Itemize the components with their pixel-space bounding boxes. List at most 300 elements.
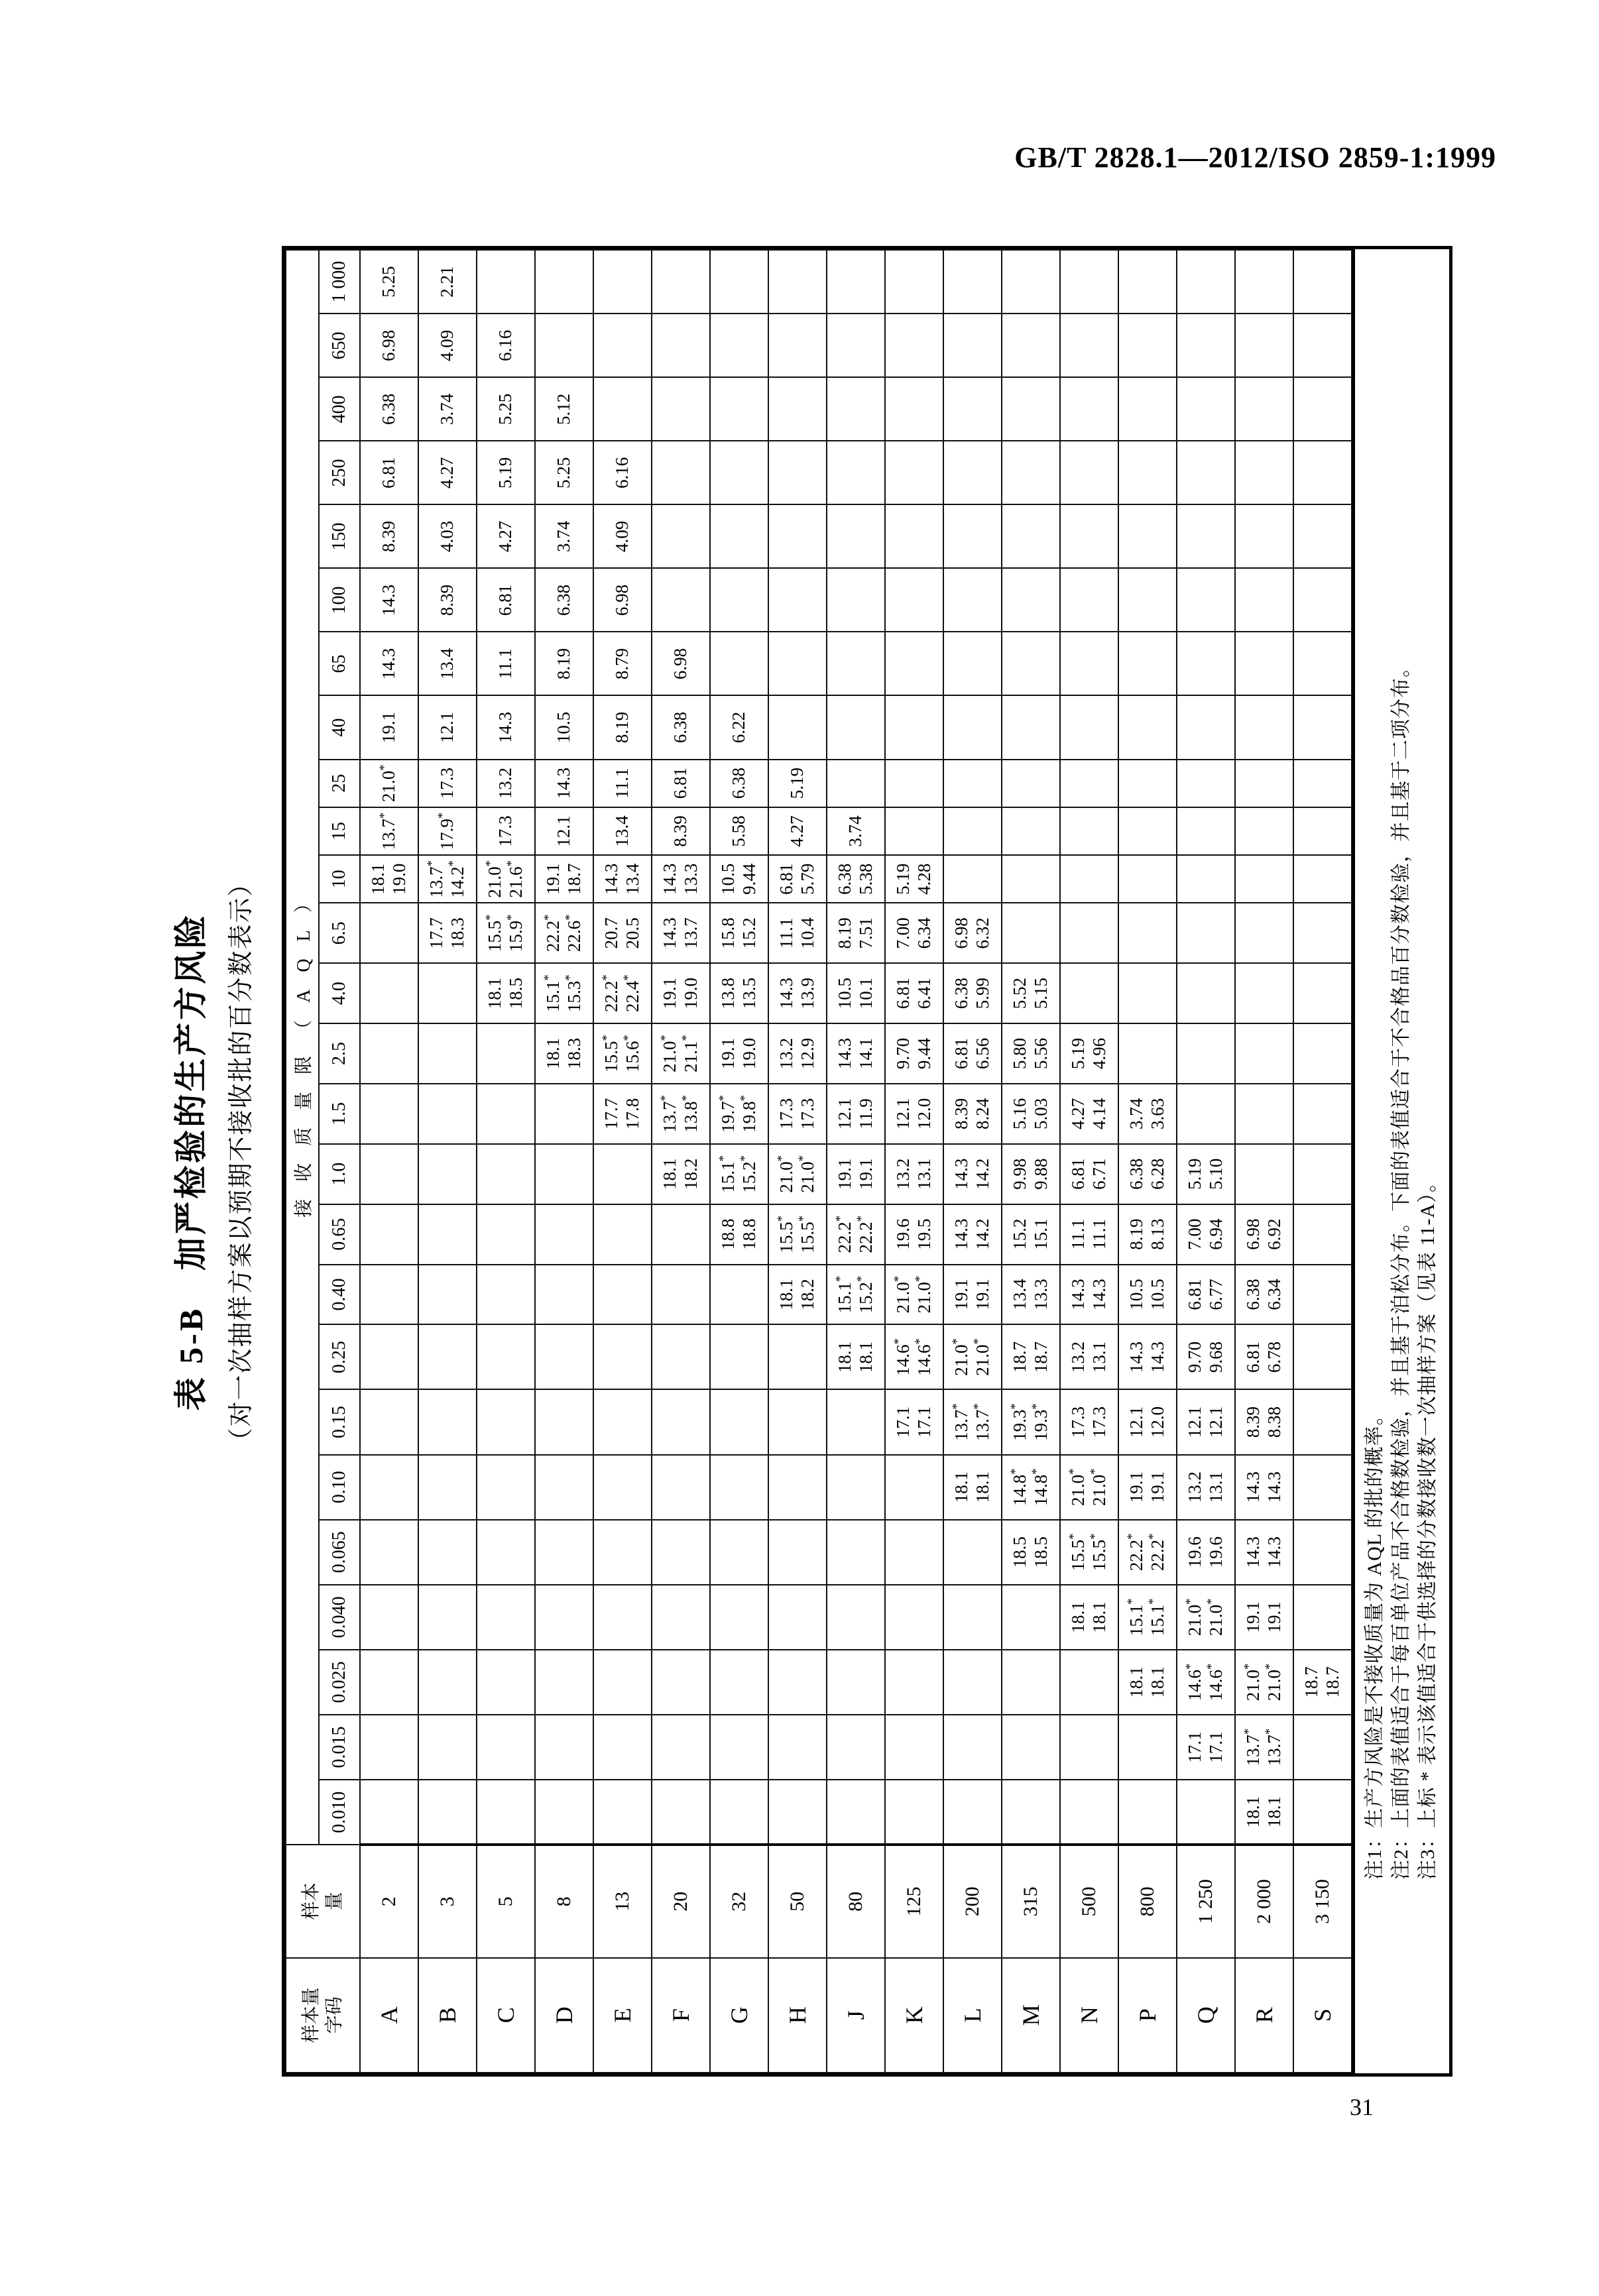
risk-cell — [1002, 632, 1060, 695]
note-3: 注3：上标 * 表示该值适合于供选择的分数接收数一次抽样方案（见表 11-A）。 — [1417, 1171, 1439, 1880]
risk-cell — [1293, 760, 1352, 807]
fractional-plan-asterisk: * — [1263, 1663, 1277, 1670]
risk-cell — [652, 1023, 710, 1084]
risk-value: 6.38 — [379, 393, 399, 425]
risk-cell — [1060, 1389, 1118, 1454]
risk-cell — [593, 632, 652, 695]
risk-cell — [710, 1520, 768, 1585]
risk-cell — [1060, 760, 1118, 807]
risk-cell — [1177, 504, 1235, 568]
risk-value: 13.2 — [1068, 1341, 1089, 1373]
risk-table — [285, 249, 1352, 2073]
risk-cell — [885, 807, 943, 855]
risk-cell — [1060, 1204, 1118, 1265]
risk-value: 22.2* — [833, 1215, 855, 1253]
risk-value: 6.98 — [1243, 1218, 1264, 1250]
aql-column-header: 15 — [319, 807, 360, 855]
risk-cell — [477, 1389, 535, 1454]
risk-cell — [943, 963, 1002, 1023]
risk-cell — [943, 1780, 1002, 1845]
risk-value: 13.4 — [437, 648, 457, 680]
risk-cell — [1002, 855, 1060, 903]
risk-cell — [593, 1650, 652, 1715]
risk-value: 15.2* — [738, 1155, 759, 1193]
risk-cell — [885, 314, 943, 377]
risk-value: 12.1 — [554, 815, 574, 847]
risk-cell — [827, 377, 885, 441]
risk-cell — [1002, 1650, 1060, 1715]
risk-cell — [1293, 1389, 1352, 1454]
risk-value: 13.7* — [425, 860, 447, 898]
risk-cell — [1235, 1780, 1293, 1845]
risk-cell — [827, 1585, 885, 1650]
risk-cell — [535, 1023, 593, 1084]
risk-value: 13.7 — [681, 917, 701, 949]
risk-cell — [827, 250, 885, 314]
risk-value: 15.1* — [717, 1155, 739, 1193]
risk-value: 7.00 — [1185, 1218, 1205, 1250]
risk-cell — [1002, 1204, 1060, 1265]
risk-cell — [418, 696, 477, 760]
risk-value: 13.5 — [739, 978, 759, 1009]
risk-value: 8.39 — [670, 815, 691, 847]
risk-cell — [768, 632, 827, 695]
risk-value: 13.9 — [798, 978, 817, 1009]
aql-column-header: 40 — [319, 696, 360, 760]
risk-cell — [1060, 963, 1118, 1023]
risk-cell — [710, 1585, 768, 1650]
risk-cell — [1118, 1520, 1177, 1585]
risk-cell — [477, 568, 535, 632]
risk-cell — [1177, 903, 1235, 963]
risk-value: 21.0* — [1242, 1663, 1264, 1701]
risk-cell — [1235, 1324, 1293, 1389]
risk-cell — [535, 963, 593, 1023]
risk-cell — [1060, 1780, 1118, 1845]
risk-cell — [360, 1650, 418, 1715]
risk-cell — [360, 696, 418, 760]
risk-value: 14.3 — [1243, 1536, 1264, 1568]
risk-value: 5.19 — [1185, 1158, 1205, 1190]
risk-value: 17.3 — [495, 815, 516, 847]
risk-cell — [1002, 1389, 1060, 1454]
risk-cell — [1177, 1650, 1235, 1715]
risk-cell — [360, 1084, 418, 1144]
risk-cell — [1060, 314, 1118, 377]
risk-cell — [1002, 568, 1060, 632]
risk-value: 6.56 — [973, 1037, 992, 1070]
risk-value: 15.1* — [833, 1275, 855, 1314]
fractional-plan-asterisk: * — [542, 914, 556, 921]
risk-value: 19.1 — [973, 1279, 992, 1310]
risk-cell — [1293, 632, 1352, 695]
risk-value: 12.1 — [835, 1098, 855, 1130]
risk-cell — [535, 1520, 593, 1585]
sample-size-value: 3 — [418, 1845, 477, 1957]
risk-value: 14.3 — [1068, 1279, 1089, 1310]
risk-value: 13.1 — [1089, 1341, 1109, 1373]
fractional-plan-asterisk: * — [542, 974, 556, 981]
risk-cell — [1177, 1585, 1235, 1650]
risk-value: 6.38 — [554, 584, 574, 616]
fractional-plan-asterisk: * — [425, 860, 440, 867]
risk-cell — [418, 1324, 477, 1389]
risk-value: 13.1 — [1206, 1471, 1226, 1503]
risk-value: 13.4 — [612, 815, 632, 847]
risk-cell — [1002, 1455, 1060, 1520]
risk-value: 17.1 — [893, 1406, 914, 1438]
risk-value: 13.3 — [681, 863, 701, 895]
risk-cell — [1002, 696, 1060, 760]
risk-value: 6.81 — [951, 1037, 972, 1070]
risk-value: 12.9 — [798, 1037, 817, 1070]
aql-column-header: 6.5 — [319, 903, 360, 963]
risk-value: 13.2 — [893, 1158, 914, 1190]
risk-cell — [1293, 250, 1352, 314]
risk-cell — [1293, 807, 1352, 855]
risk-cell — [652, 903, 710, 963]
risk-cell — [943, 250, 1002, 314]
corner-header-sample-size-code: 样本量 字码 — [286, 1958, 360, 2073]
risk-value: 18.2 — [681, 1158, 701, 1190]
risk-cell — [827, 314, 885, 377]
risk-cell — [1235, 903, 1293, 963]
risk-cell — [1118, 855, 1177, 903]
aql-column-header: 1.0 — [319, 1144, 360, 1204]
risk-cell — [535, 568, 593, 632]
risk-value: 10.5 — [554, 711, 574, 744]
risk-cell — [1118, 1084, 1177, 1144]
risk-value: 6.34 — [914, 917, 934, 949]
fractional-plan-asterisk: * — [855, 1275, 868, 1283]
risk-cell — [885, 632, 943, 695]
risk-cell — [477, 1520, 535, 1585]
fractional-plan-asterisk: * — [1146, 1598, 1160, 1605]
fractional-plan-asterisk: * — [563, 914, 577, 921]
risk-value: 8.39 — [379, 520, 399, 553]
risk-value: 22.6* — [563, 914, 584, 952]
risk-value: 5.56 — [1031, 1037, 1051, 1070]
risk-cell — [943, 1520, 1002, 1585]
risk-value: 14.3 — [1243, 1471, 1264, 1503]
risk-cell — [1118, 760, 1177, 807]
risk-value: 6.81 — [495, 584, 516, 616]
risk-value: 15.9* — [504, 914, 526, 952]
fractional-plan-asterisk: * — [1125, 1533, 1140, 1540]
risk-cell — [535, 855, 593, 903]
risk-cell — [593, 377, 652, 441]
risk-cell — [1293, 696, 1352, 760]
risk-cell — [1002, 1265, 1060, 1325]
risk-cell — [477, 1715, 535, 1780]
risk-cell — [885, 250, 943, 314]
risk-cell — [1235, 314, 1293, 377]
risk-cell — [943, 1204, 1002, 1265]
risk-value: 19.0 — [681, 978, 701, 1009]
fractional-plan-asterisk: * — [1008, 1403, 1023, 1410]
risk-cell — [418, 568, 477, 632]
risk-cell — [943, 696, 1002, 760]
aql-column-header: 1 000 — [319, 250, 360, 314]
risk-value: 21.0* — [377, 764, 399, 803]
risk-cell — [827, 1780, 885, 1845]
risk-value: 13.4 — [622, 863, 642, 895]
risk-cell — [885, 1204, 943, 1265]
risk-value: 10.4 — [798, 917, 817, 949]
risk-cell — [710, 1389, 768, 1454]
risk-cell — [477, 314, 535, 377]
risk-value: 13.1 — [914, 1158, 934, 1190]
risk-value: 18.7 — [1323, 1666, 1342, 1698]
fractional-plan-asterisk: * — [892, 1275, 906, 1283]
risk-cell — [418, 632, 477, 695]
risk-cell — [827, 1389, 885, 1454]
risk-value: 6.38 — [670, 711, 691, 744]
risk-value: 22.2* — [542, 914, 563, 952]
risk-cell — [1002, 314, 1060, 377]
risk-value: 18.2 — [798, 1279, 817, 1310]
risk-cell — [1060, 1265, 1118, 1325]
risk-value: 4.09 — [612, 520, 632, 553]
fractional-plan-asterisk: * — [377, 764, 392, 771]
code-letter-row-E — [593, 250, 652, 2073]
risk-value: 18.1 — [835, 1341, 855, 1373]
risk-value: 17.8 — [622, 1098, 642, 1130]
risk-cell — [1118, 250, 1177, 314]
risk-value: 17.3 — [1068, 1406, 1089, 1438]
risk-value: 6.81 — [379, 457, 399, 489]
risk-cell — [1002, 963, 1060, 1023]
risk-value: 12.1 — [893, 1098, 914, 1130]
risk-value: 21.6* — [504, 860, 526, 898]
risk-value: 18.7 — [564, 863, 584, 895]
risk-cell — [885, 568, 943, 632]
risk-cell — [1002, 250, 1060, 314]
code-letter-row-C — [477, 250, 535, 2073]
risk-cell — [710, 903, 768, 963]
risk-value: 4.14 — [1089, 1098, 1109, 1130]
risk-value: 19.6 — [1185, 1536, 1205, 1568]
sample-size-code-letter: M — [1002, 1958, 1060, 2073]
risk-cell — [943, 632, 1002, 695]
risk-cell — [418, 1455, 477, 1520]
risk-cell — [418, 1520, 477, 1585]
risk-cell — [1177, 441, 1235, 504]
risk-value: 21.0* — [892, 1275, 914, 1314]
risk-cell — [1060, 377, 1118, 441]
risk-cell — [593, 314, 652, 377]
risk-cell — [477, 1585, 535, 1650]
risk-cell — [652, 760, 710, 807]
risk-value: 6.16 — [495, 329, 516, 361]
risk-cell — [1293, 1084, 1352, 1144]
risk-value: 3.63 — [1148, 1098, 1167, 1130]
risk-cell — [1118, 1144, 1177, 1204]
risk-value: 18.5 — [1031, 1536, 1051, 1568]
risk-value: 6.77 — [1206, 1279, 1226, 1310]
risk-cell — [652, 314, 710, 377]
risk-cell — [943, 1023, 1002, 1084]
risk-value: 21.0* — [1067, 1468, 1089, 1506]
risk-cell — [418, 1204, 477, 1265]
fractional-plan-asterisk: * — [833, 1275, 848, 1283]
risk-cell — [943, 760, 1002, 807]
risk-value: 17.7 — [426, 917, 447, 949]
code-letter-row-K — [885, 250, 943, 2073]
risk-cell — [535, 903, 593, 963]
code-letter-row-L — [943, 250, 1002, 2073]
risk-cell — [710, 632, 768, 695]
risk-cell — [1060, 568, 1118, 632]
risk-cell — [1118, 1324, 1177, 1389]
corner-header-sample-size: 样本 量 — [286, 1845, 360, 1957]
fractional-plan-asterisk: * — [892, 1338, 906, 1345]
fractional-plan-asterisk: * — [600, 1035, 615, 1041]
risk-value: 14.1 — [856, 1037, 876, 1070]
risk-cell — [535, 1455, 593, 1520]
risk-cell — [1293, 1023, 1352, 1084]
risk-cell — [1002, 1023, 1060, 1084]
risk-cell — [1293, 1650, 1352, 1715]
risk-cell — [1060, 441, 1118, 504]
risk-value: 13.8 — [718, 978, 739, 1009]
risk-cell — [1235, 1455, 1293, 1520]
code-letter-row-R — [1235, 250, 1293, 2073]
risk-cell — [710, 377, 768, 441]
risk-cell — [1235, 1585, 1293, 1650]
fractional-plan-asterisk: * — [775, 1215, 790, 1222]
risk-cell — [418, 1144, 477, 1204]
aql-column-header: 100 — [319, 568, 360, 632]
risk-value: 18.1 — [368, 863, 388, 895]
code-letter-row-H — [768, 250, 827, 2073]
risk-value: 15.5* — [1067, 1533, 1089, 1572]
risk-cell — [1293, 855, 1352, 903]
risk-cell — [360, 632, 418, 695]
risk-cell — [593, 1265, 652, 1325]
risk-cell — [1002, 1144, 1060, 1204]
code-letter-row-P — [1118, 250, 1177, 2073]
risk-cell — [535, 1715, 593, 1780]
risk-cell — [360, 855, 418, 903]
risk-value: 15.5* — [483, 914, 505, 952]
risk-cell — [768, 1084, 827, 1144]
risk-cell — [1293, 1585, 1352, 1650]
risk-cell — [477, 855, 535, 903]
risk-cell — [1002, 760, 1060, 807]
risk-cell — [943, 441, 1002, 504]
risk-cell — [535, 441, 593, 504]
risk-value: 6.98 — [612, 584, 632, 616]
risk-value: 10.5 — [835, 978, 855, 1009]
risk-cell — [535, 760, 593, 807]
risk-value: 8.38 — [1264, 1406, 1284, 1438]
risk-cell — [768, 1324, 827, 1389]
risk-value: 19.6 — [1206, 1536, 1226, 1568]
risk-value: 3.74 — [554, 520, 574, 553]
risk-cell — [360, 1389, 418, 1454]
risk-cell — [418, 1780, 477, 1845]
fractional-plan-asterisk: * — [796, 1155, 810, 1162]
risk-cell — [885, 1455, 943, 1520]
risk-cell — [1118, 1204, 1177, 1265]
risk-value: 17.3 — [776, 1098, 797, 1130]
risk-value: 6.81 — [1243, 1341, 1264, 1373]
sample-size-code-letter: B — [418, 1958, 477, 2073]
fractional-plan-asterisk: * — [971, 1338, 985, 1345]
code-letter-row-D — [535, 250, 593, 2073]
risk-cell — [827, 1144, 885, 1204]
risk-cell — [768, 696, 827, 760]
risk-cell — [768, 1265, 827, 1325]
risk-value: 18.3 — [447, 917, 467, 949]
risk-value: 19.1 — [1148, 1471, 1167, 1503]
risk-cell — [827, 568, 885, 632]
risk-cell — [1177, 1389, 1235, 1454]
risk-value: 11.1 — [495, 648, 516, 679]
risk-cell — [1118, 568, 1177, 632]
risk-cell — [1118, 377, 1177, 441]
risk-value: 19.1 — [856, 1158, 876, 1190]
risk-cell — [1177, 1520, 1235, 1585]
risk-cell — [1177, 1084, 1235, 1144]
risk-cell — [1177, 1324, 1235, 1389]
risk-cell — [885, 1023, 943, 1084]
risk-value: 3.74 — [437, 393, 457, 425]
risk-value: 20.7 — [601, 917, 622, 949]
risk-cell — [360, 441, 418, 504]
risk-cell — [710, 855, 768, 903]
aql-column-header: 0.15 — [319, 1389, 360, 1454]
risk-value: 22.2* — [1146, 1533, 1167, 1572]
risk-value: 10.5 — [1126, 1279, 1147, 1310]
risk-cell — [827, 1520, 885, 1585]
risk-cell — [827, 1650, 885, 1715]
risk-cell — [1118, 1585, 1177, 1650]
risk-cell — [1118, 1650, 1177, 1715]
table-subtitle: （对一次抽样方案以预期不接收批的百分数表示） — [227, 870, 255, 1454]
risk-value: 5.25 — [379, 266, 399, 298]
risk-value: 9.44 — [739, 863, 759, 895]
risk-cell — [1118, 1389, 1177, 1454]
fractional-plan-asterisk: * — [680, 1095, 693, 1102]
risk-cell — [418, 314, 477, 377]
page-number: 31 — [1350, 2094, 1374, 2120]
risk-value: 19.3* — [1030, 1403, 1051, 1441]
risk-value: 14.8* — [1030, 1468, 1051, 1506]
risk-cell — [477, 696, 535, 760]
risk-value: 21.0* — [913, 1275, 934, 1314]
risk-value: 14.2 — [973, 1158, 992, 1190]
fractional-plan-asterisk: * — [1067, 1533, 1081, 1540]
risk-value: 13.7* — [950, 1403, 972, 1441]
risk-cell — [477, 1455, 535, 1520]
risk-cell — [477, 1650, 535, 1715]
risk-value: 14.3 — [1126, 1341, 1147, 1373]
risk-cell — [1177, 250, 1235, 314]
risk-cell — [827, 760, 885, 807]
risk-cell — [1060, 1715, 1118, 1780]
risk-cell — [827, 1265, 885, 1325]
risk-value: 11.1 — [776, 917, 797, 948]
risk-cell — [710, 1324, 768, 1389]
risk-cell — [652, 1780, 710, 1845]
risk-value: 15.2 — [739, 917, 759, 949]
risk-value: 14.3 — [776, 978, 797, 1009]
risk-cell — [1177, 963, 1235, 1023]
risk-cell — [593, 855, 652, 903]
risk-value: 4.96 — [1089, 1037, 1109, 1070]
